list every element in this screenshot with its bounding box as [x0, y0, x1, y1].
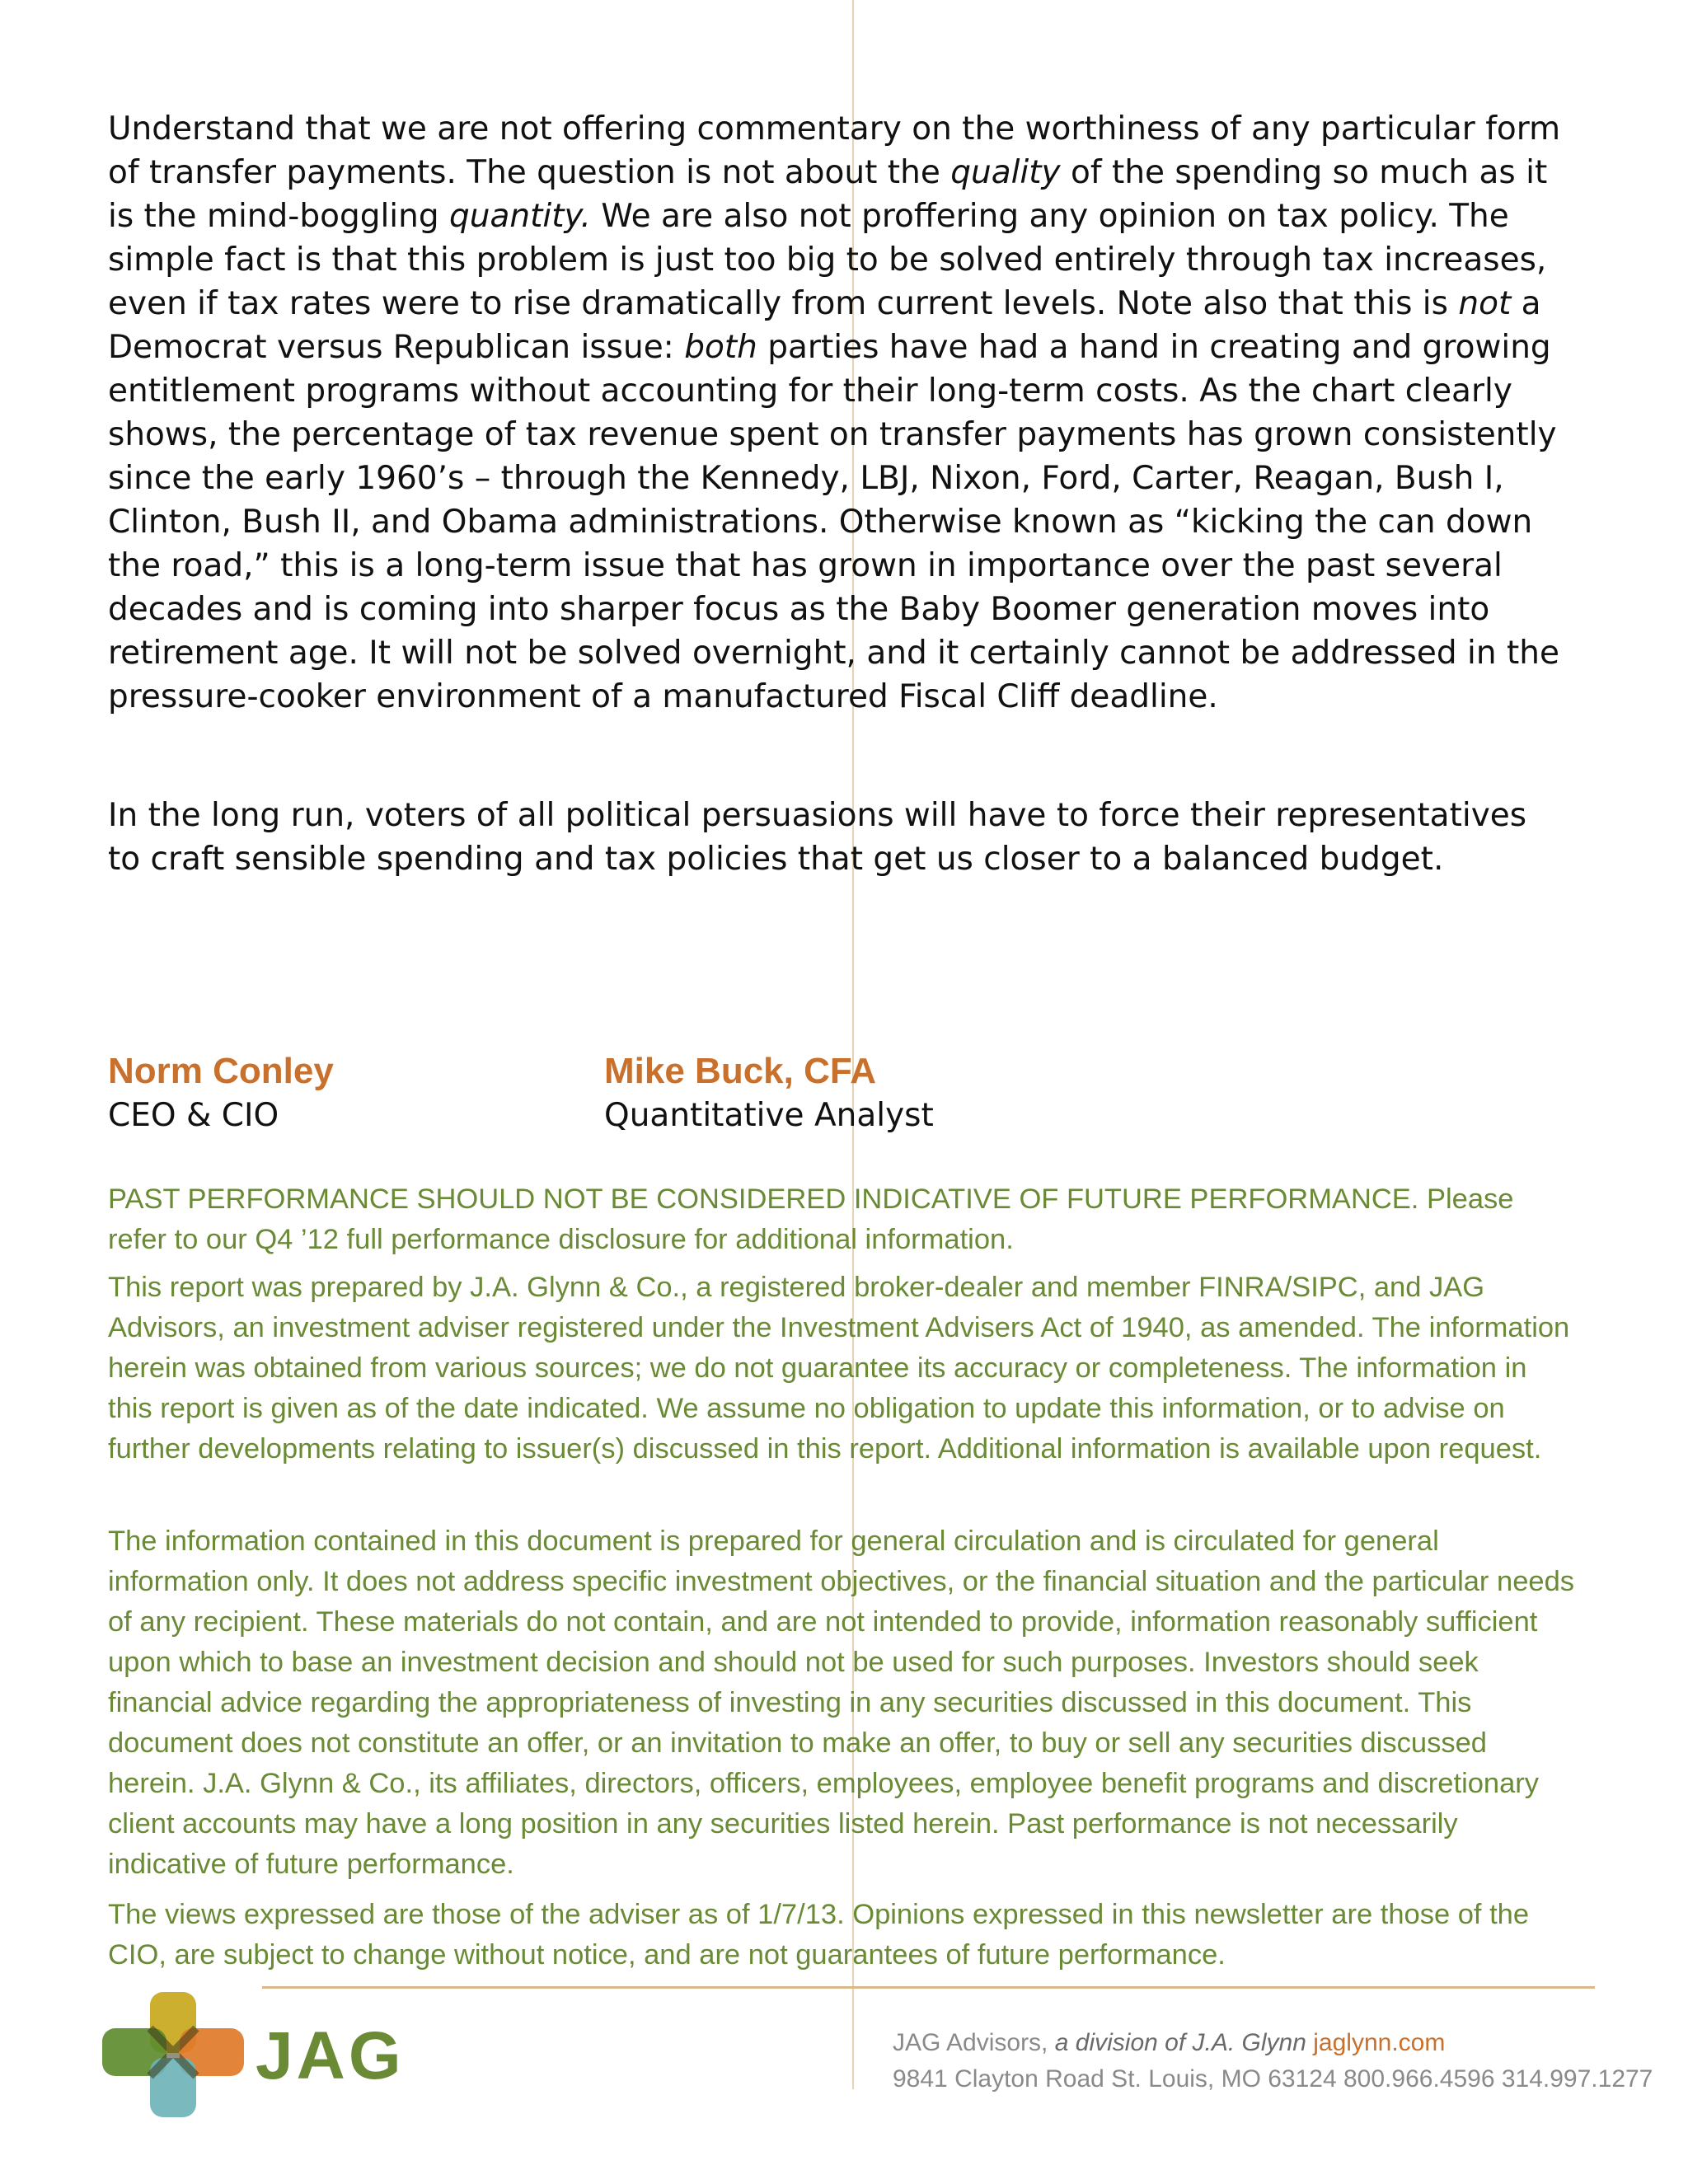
jag-logo-icon	[99, 1989, 247, 2121]
disclaimer-performance: PAST PERFORMANCE SHOULD NOT BE CONSIDERED INDICATIVE OF FUTURE PERFORMANCE. Please refer to our Q4 ’12 full performance disclosure for additional information.	[108, 1183, 1514, 1255]
footer-divider	[262, 1986, 1595, 1989]
signature-block-ceo	[108, 1048, 334, 1137]
footer-contact	[893, 2025, 1653, 2097]
body-paragraph-1	[108, 107, 1567, 719]
footer-company-line	[893, 2025, 1653, 2061]
emphasis-text: not	[1458, 285, 1512, 322]
paragraph-text: a Democrat versus Republican issue:	[108, 285, 1541, 366]
footer-address: 9841 Clayton Road St. Louis, MO 63124 800.966.4596 314.997.1277	[893, 2065, 1653, 2093]
emphasis-text: both	[684, 329, 757, 366]
author-name: Norm Conley	[108, 1051, 334, 1091]
disclaimer-general-info: The information contained in this document is prepared for general circulation and is circulated for general information only. It does not address specific investment objectives, or the financial situation and the particular needs of any recipient. These materials do not contain, and are not intended to provide, information reasonably sufficient upon which to base an investment decision and should not be used for such purposes. Investors should seek financial advice regarding the appropriateness of investing in any securities discussed in this document. This document does not constitute an offer, or an invitation to make an offer, to buy or sell any securities discussed herein. J.A. Glynn & Co., its affiliates, directors, officers, employees, employee benefit programs and discretionary client accounts may have a long position in any securities listed herein. Past performance is not necessarily indicative of future performance.	[108, 1526, 1575, 1880]
paragraph-text: of the spending so much as it is the mind-boggling	[108, 154, 1548, 235]
website-link[interactable]: jaglynn.com	[1313, 2029, 1446, 2056]
disclaimer-preparation: This report was prepared by J.A. Glynn & Co., a registered broker-dealer and member FINRA/SIPC, and JAG Advisors, an investment adviser registered under the Investment Advisers Act of 1940, as amended. The information herein was obtained from various sources; we do not guarantee its accuracy or completeness. The information in this report is given as of the date indicated. We assume no obligation to update this information, or to advise on further developments relating to issuer(s) discussed in this report. Additional information is available upon request.	[108, 1272, 1570, 1465]
jag-logo-text: JAG	[256, 2018, 405, 2093]
signature-block-analyst	[604, 1048, 934, 1137]
paragraph-text: parties have had a hand in creating and growing entitlement programs without accounting for their long-term costs. As the chart clearly shows, the percentage of tax revenue spent on transfer payments has grown consistently since the early 1960’s – through the Kennedy, LBJ, Nixon, Ford, Carter, Reagan, Bush I, Clinton, Bush II, and Obama administrations. Otherwise known as “kicking the can down the road,” this is a long-term issue that has grown in importance over the past several decades and is coming into sharper focus as the Baby Boomer generation moves into retirement age. It will not be solved overnight, and it certainly cannot be addressed in the pressure-cooker environment of a manufactured Fiscal Cliff deadline.	[108, 329, 1559, 715]
company-name: JAG Advisors,	[893, 2029, 1048, 2056]
paragraph-text: Understand that we are not offering commentary on the worthiness of any particular form of transfer payments. The question is not about the	[108, 110, 1561, 191]
division-text: a division of J.A. Glynn	[1054, 2029, 1306, 2056]
paragraph-text: We are also not proffering any opinion on tax policy. The simple fact is that this problem is just too big to be solved entirely through tax increases, even if tax rates were to rise dramatically from current levels. Note also that this is	[108, 198, 1547, 322]
emphasis-text: quantity.	[449, 198, 591, 235]
emphasis-text: quality	[950, 154, 1061, 191]
paragraph-text: In the long run, voters of all political persuasions will have to force their representatives to craft sensible spending and tax policies that get us closer to a balanced budget.	[108, 797, 1527, 878]
body-paragraph-2	[108, 794, 1567, 881]
author-name: Mike Buck, CFA	[604, 1051, 877, 1091]
author-title: CEO & CIO	[108, 1097, 279, 1134]
disclaimer-views: The views expressed are those of the adviser as of 1/7/13. Opinions expressed in this newsletter are those of the CIO, are subject to change without notice, and are not guarantees of future performance.	[108, 1899, 1530, 1971]
author-title: Quantitative Analyst	[604, 1097, 934, 1134]
